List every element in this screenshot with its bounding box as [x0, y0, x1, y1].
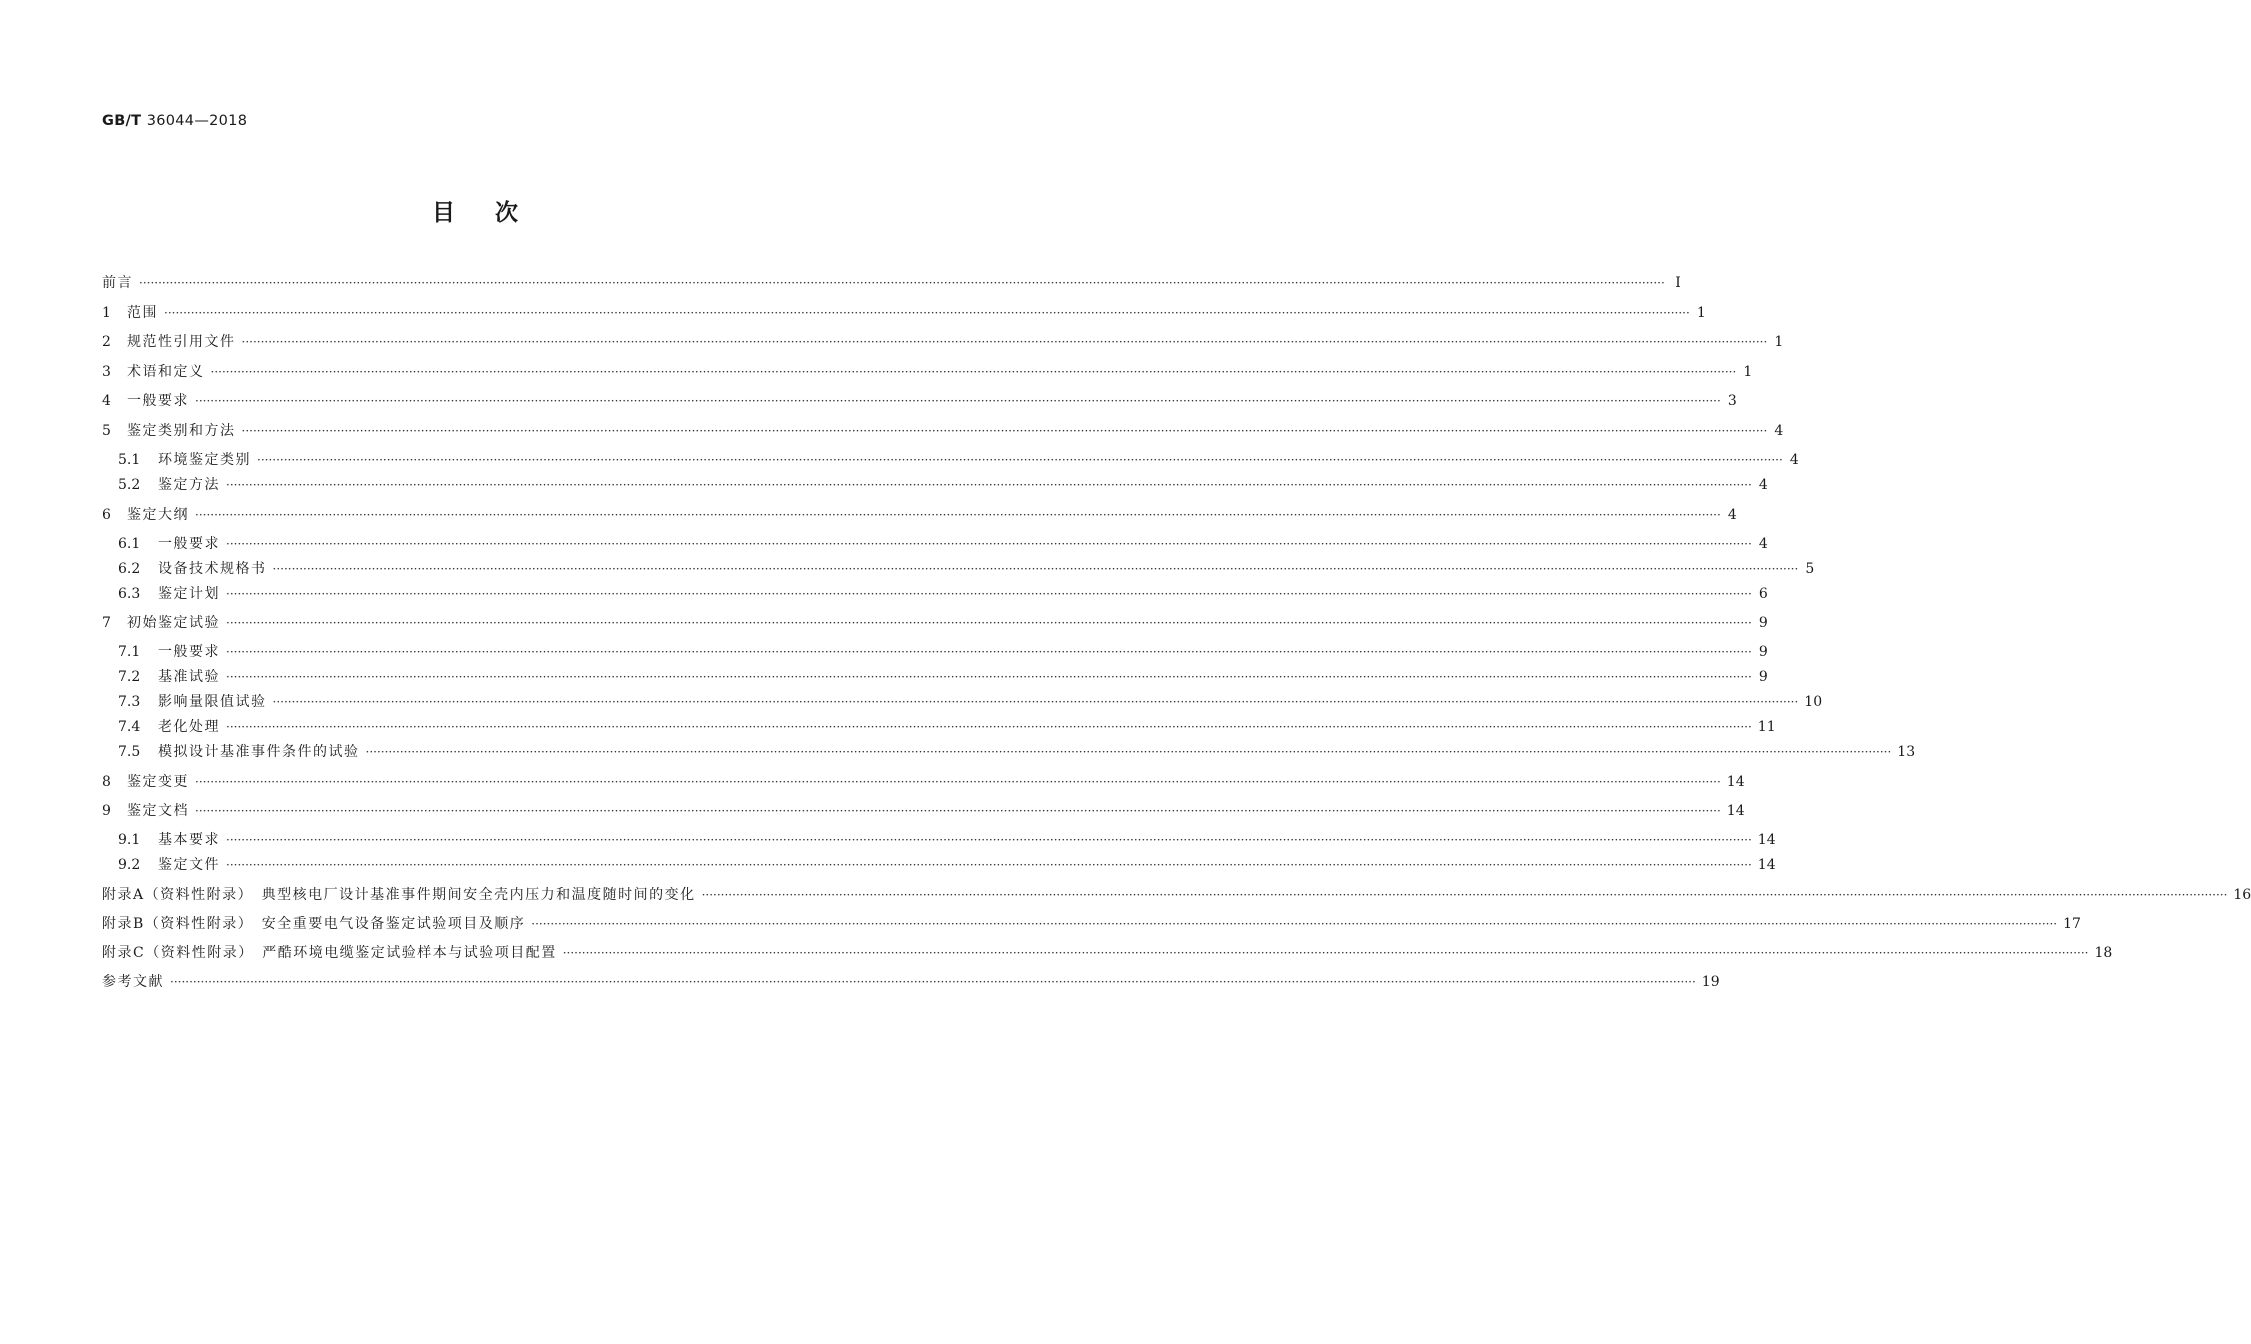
toc-entry-page: 14 [1757, 832, 1776, 848]
toc-entry-page: 4 [1789, 452, 1799, 468]
toc-entry-number: 6.1 [118, 536, 141, 552]
toc-entry[interactable] [118, 717, 1776, 737]
toc-entry-number: 6 [102, 507, 111, 523]
toc-entry[interactable] [118, 534, 1768, 554]
toc-leader-dots: ················································································································································································································································································································································································································ [195, 394, 1721, 408]
toc-entry-number: 5.2 [118, 477, 141, 493]
toc-entry-number: 8 [102, 774, 111, 790]
standard-code [102, 113, 247, 129]
toc-entry[interactable] [102, 943, 2113, 963]
toc-leader-dots: ················································································································································································································································································································································································································ [210, 365, 1737, 379]
toc-entry-page: 11 [1757, 719, 1776, 735]
toc-entry[interactable] [118, 450, 1799, 470]
toc-entry[interactable] [118, 667, 1768, 687]
toc-leader-dots: ················································································································································································································································································································································································································ [195, 804, 1721, 818]
toc-entry-page: 9 [1758, 615, 1768, 631]
toc-entry-number: 7.2 [118, 669, 141, 685]
toc-entry-page: 6 [1758, 586, 1768, 602]
toc-entry-title: 鉴定变更 [127, 774, 189, 790]
toc-entry-title: 鉴定文档 [127, 803, 189, 819]
toc-entry[interactable] [102, 362, 1753, 382]
toc-leader-dots: ················································································································································································································································································································································································································ [164, 306, 1690, 320]
toc-entry-number: 4 [102, 393, 111, 409]
toc-entry-page: 4 [1758, 536, 1768, 552]
toc-entry-page: 9 [1758, 644, 1768, 660]
standard-code-number: 36044—2018 [146, 113, 248, 129]
toc-leader-dots: ················································································································································································································································································································································································································ [226, 720, 1752, 734]
toc-entry-title: 鉴定类别和方法 [127, 423, 236, 439]
toc-leader-dots: ················································································································································································································································································································································································································ [226, 478, 1752, 492]
toc-leader-dots: ················································································································································································································································································································································································································ [272, 695, 1799, 709]
toc-entry-page: 10 [1804, 694, 1823, 710]
toc-entry[interactable] [118, 584, 1768, 604]
toc-entry-title: 环境鉴定类别 [158, 452, 251, 468]
toc-entry-page: 3 [1727, 393, 1737, 409]
toc-entry-title: 基本要求 [158, 832, 220, 848]
toc-leader-dots: ················································································································································································································································································································································································································ [241, 424, 1768, 438]
toc-leader-dots: ················································································································································································································································································································································································································ [241, 335, 1768, 349]
toc-entry[interactable] [118, 855, 1776, 875]
toc-entry-title: 鉴定大纲 [127, 507, 189, 523]
toc-entry[interactable] [102, 273, 1681, 293]
toc-entry-title: 设备技术规格书 [158, 561, 267, 577]
toc-entry-number: 7.1 [118, 644, 141, 660]
toc-leader-dots: ················································································································································································································································································································································································································ [226, 645, 1752, 659]
toc-leader-dots: ················································································································································································································································································································································································································ [226, 537, 1752, 551]
toc-leader-dots: ················································································································································································································································································································································································································ [226, 616, 1752, 630]
toc-entry-number: 9 [102, 803, 111, 819]
toc-entry-page: 13 [1897, 744, 1916, 760]
toc-entry-title: 前言 [102, 275, 133, 291]
toc-entry[interactable] [102, 885, 2251, 905]
toc-leader-dots: ················································································································································································································································································································································································································ [226, 858, 1752, 872]
toc-entry-title: 参考文献 [102, 974, 164, 990]
toc-entry[interactable] [102, 801, 1745, 821]
toc-entry-number: 9.2 [118, 857, 141, 873]
toc-entry-title: 范围 [127, 305, 158, 321]
standard-code-prefix: GB/T [102, 113, 142, 129]
toc-leader-dots: ················································································································································································································································································································································································································ [365, 745, 1892, 759]
toc-leader-dots: ················································································································································································································································································································································································································ [170, 975, 1696, 989]
toc-entry-number: 9.1 [118, 832, 141, 848]
toc-title: 目次 [432, 200, 558, 226]
toc-entry-page: 16 [2233, 887, 2251, 903]
toc-entry[interactable] [118, 475, 1768, 495]
toc-entry[interactable] [118, 559, 1815, 579]
toc-entry-title: 附录C（资料性附录） 严酷环境电缆鉴定试验样本与试验项目配置 [102, 945, 557, 961]
toc-entry-number: 7.4 [118, 719, 141, 735]
toc-entry-title: 老化处理 [158, 719, 220, 735]
toc-entry[interactable] [102, 972, 1720, 992]
toc-entry-page: 14 [1726, 774, 1745, 790]
toc-entry-title: 初始鉴定试验 [127, 615, 220, 631]
toc-entry-number: 7.3 [118, 694, 141, 710]
toc-entry-page: 5 [1805, 561, 1815, 577]
toc-entry-page: 1 [1696, 305, 1706, 321]
toc-entry-title: 模拟设计基准事件条件的试验 [158, 744, 360, 760]
toc-leader-dots: ················································································································································································································································································································································································································ [195, 775, 1721, 789]
toc-entry-title: 鉴定文件 [158, 857, 220, 873]
toc-entry[interactable] [102, 772, 1745, 792]
toc-entry[interactable] [118, 742, 1916, 762]
toc-entry-page: 4 [1758, 477, 1768, 493]
toc-leader-dots: ················································································································································································································································································································································································································ [195, 508, 1721, 522]
toc-entry[interactable] [102, 303, 1706, 323]
toc-entry-number: 2 [102, 334, 111, 350]
toc-entry-page: 1 [1774, 334, 1784, 350]
toc-entry-number: 5.1 [118, 452, 141, 468]
toc-entry-number: 7 [102, 615, 111, 631]
toc-leader-dots: ················································································································································································································································································································································································································ [272, 562, 1799, 576]
toc-entry-page: 4 [1774, 423, 1784, 439]
toc-entry-title: 基准试验 [158, 669, 220, 685]
toc-leader-dots: ················································································································································································································································································································································································································ [226, 670, 1752, 684]
toc-entry-title: 鉴定方法 [158, 477, 220, 493]
toc-entry[interactable] [102, 914, 2081, 934]
toc-leader-dots: ················································································································································································································································································································································································································ [139, 276, 1665, 290]
toc-entry-title: 一般要求 [158, 644, 220, 660]
toc-entry-title: 附录B（资料性附录） 安全重要电气设备鉴定试验项目及顺序 [102, 916, 526, 932]
toc-entry-page: 18 [2094, 945, 2113, 961]
toc-leader-dots: ················································································································································································································································································································································································································ [257, 453, 1783, 467]
toc-entry[interactable] [102, 332, 1784, 352]
toc-entry-number: 6.3 [118, 586, 141, 602]
toc-entry-page: 9 [1758, 669, 1768, 685]
toc-entry[interactable] [102, 391, 1737, 411]
toc-entry-title: 附录A（资料性附录） 典型核电厂设计基准事件期间安全壳内压力和温度随时间的变化 [102, 887, 696, 903]
toc-entry[interactable] [102, 421, 1784, 441]
toc-entry-number: 6.2 [118, 561, 141, 577]
toc-leader-dots: ················································································································································································································································································································································································································ [562, 946, 2089, 960]
toc-entry-page: Ⅰ [1675, 275, 1681, 291]
toc-entry-number: 5 [102, 423, 111, 439]
toc-entry-page: 14 [1757, 857, 1776, 873]
toc-entry[interactable] [102, 505, 1737, 525]
toc-leader-dots: ················································································································································································································································································································································································································ [701, 888, 2228, 902]
toc-entry-page: 4 [1727, 507, 1737, 523]
toc-entry-number: 1 [102, 305, 111, 321]
toc-entry[interactable] [118, 692, 1823, 712]
toc-entry-title: 一般要求 [127, 393, 189, 409]
toc-entry-title: 鉴定计划 [158, 586, 220, 602]
toc-leader-dots: ················································································································································································································································································································································································································ [226, 833, 1752, 847]
toc-entry-page: 14 [1726, 803, 1745, 819]
toc-entry[interactable] [118, 642, 1768, 662]
toc-entry-page: 19 [1701, 974, 1720, 990]
toc-entry-number: 3 [102, 364, 111, 380]
toc-entry[interactable] [118, 830, 1776, 850]
toc-entry[interactable] [102, 613, 1768, 633]
toc-leader-dots: ················································································································································································································································································································································································································ [226, 587, 1752, 601]
toc-entry-page: 17 [2063, 916, 2081, 932]
toc-entry-number: 7.5 [118, 744, 141, 760]
toc-entry-title: 规范性引用文件 [127, 334, 236, 350]
toc-entry-title: 术语和定义 [127, 364, 205, 380]
toc-entry-title: 影响量限值试验 [158, 694, 267, 710]
toc-entry-page: 1 [1743, 364, 1753, 380]
toc-entry-title: 一般要求 [158, 536, 220, 552]
toc-leader-dots: ················································································································································································································································································································································································································ [531, 917, 2058, 931]
